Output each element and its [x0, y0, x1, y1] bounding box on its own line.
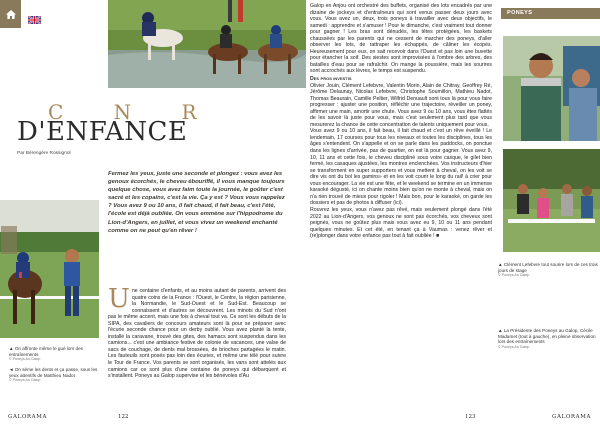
right-photo-1	[503, 36, 600, 141]
footer-brand-left: GALORAMA	[8, 414, 48, 420]
column-2-text-1: Galop en Anjou ont orchestré des buffets, organisé des lots encadrés par une dizaine de jockeys et d'entraîneurs qui sont venus passer deux jours avec vous. Vous avez un, deux, trois poneys à travailler avec deux objectifs, le samedi : apprendre et s'amuser ! Pour le dimanche, c'est vraiment tout donner pour gagner ! Les bras sont dénudés, les têtes protégées, les baskets chaussées par les parents qui ne cessent de marcher des poneys, d'aller observer les lots, de rattraper les échappés, de câliner les écopés. Heureusement pour eux, on sait recevoir dans l'Ouest et pas loin une buvette pour étancher la soif. Des siestes sont improvisées à l'ombre des arbres, des batailles d'eau pour se rafraîchir. On mange la poussière, mais les sourires sont accrochés aux lèvres, le temps est suspendu.	[310, 3, 492, 75]
caption-left-2-marker: ◄	[9, 367, 15, 372]
caption-right-2-credit: © Poneys Au Galop	[498, 344, 530, 349]
column-2-text-3: Vous avez 9 ou 10 ans, il fait beau, il fait chaud et c'est un rêve éveillé ! Le lendemain, 17 courses pour tous les niveaux et toutes les disciplines, tous les âges s'entendent. On s'appelle et on se parle dans les paddocks, on ponctue dans les lignes d'arrivée, pas de quartier, on est là pour gagner. Vous avez 9, 10, 11 ans et cette fois, le cheveu discipliné sous votre casque, le gilet bien fermé, les casaques ajustées, les montres enclenchées. Vos instructeurs d'hier se transforment en super supporters et vous mettent à cheval, on les voit se dire vis ont du bol les gamins» et en les voit courir le long du rail! à crier pour vous encourager. La vie est une fête, et le weekend se termine en un immense karaoké dégusté, ici on chante moins bien qu'on ne monte à cheval, mais on n'a rien trouvé de mieux pour rigoler ! Mais bon, pour le karaoké, on garde les dossiers et pas de photos à diffuser (ici).	[310, 128, 492, 207]
page-number-left: 122	[118, 414, 129, 420]
caption-right-1-marker: ▲	[498, 262, 504, 267]
caption-right-2-marker: ▲	[498, 328, 504, 333]
footer-brand-right: GALORAMA	[552, 414, 592, 420]
caption-left-2-text: On sème les dents et ça passe, sous les yeux attentifs de Matthieu Nadot	[9, 367, 98, 378]
prev-photo-button[interactable]	[1, 226, 17, 254]
column-1	[108, 284, 286, 380]
hero-photo-ford	[108, 0, 306, 88]
caption-left-2	[9, 367, 101, 384]
right-photo-2	[503, 149, 600, 252]
column-2-text-4: Rouvrez les yeux, vous n'avez pas rêvé, mais seulement plongé dans l'été 2022 au Lion-d'Angers, vos genoux ne sont pas écorchés, vos cheveux sont peignés, vous ne goûtez plus mais vous avez eu 9, 10 ou 11 ans pendant quelques minutes. Et cet été, en tenant ça à Vaumas : venez rêver et (re)plonger dans votre enfance pas tout à fait oubliée ! ■	[310, 206, 492, 240]
section-label: PONEYS	[507, 10, 533, 16]
home-icon	[6, 10, 16, 19]
caption-right-1	[498, 262, 598, 279]
section-heading: Des pros investis	[310, 76, 352, 83]
home-button[interactable]	[0, 0, 21, 28]
page-title: D'ENFANCE	[17, 117, 188, 147]
byline: Par Bérengère Rossignol	[17, 151, 71, 156]
caption-left-2-credit: © Poneys Au Galop	[9, 378, 41, 383]
title-line-1: C N R	[48, 100, 219, 124]
caption-right-2	[498, 328, 598, 350]
left-photo	[0, 200, 99, 338]
column-2-text-2: Olivier Jouin, Clément Lefebvre, Valentin Morin, Alain de Chitray, Geoffrey Ré, Jérôme Delaunay, Nicolas Lefebvre, Christophe Soumillon, Mathieu Nadot, Thomas Beaurain, Camille Peltier, Wilfrid Denuault sont tous là pour vous faire progresser : ajuster une position, réfléchir une trajectoire, réveiller un poney, affirmer une main, amortir une chute. Vous avez 9 ou 10 ans, vous êtes flattés de les savoir là juste pour vous, mais c'est seulement plus tard que vous mesurerez la chance de cette concentration de talents uniquement pour vous.	[310, 82, 492, 128]
uk-flag-icon[interactable]	[28, 11, 41, 19]
dropcap: U	[108, 284, 130, 314]
caption-right-2-text: La Présidente des Poneys au Galop, Cécile Madamet (tout à gauche), en pleine observation lors des entraînements	[498, 328, 596, 345]
page-number-right: 123	[465, 414, 476, 420]
column-2	[310, 3, 492, 240]
caption-right-1-text: Clément Lefebvre tout sourire lors de ces trois jours de stage	[498, 262, 598, 273]
section-tab-poneys[interactable]	[501, 8, 600, 19]
caption-right-1-credit: © Poneys Au Galop	[498, 273, 530, 278]
intro-paragraph: Fermez les yeux, juste une seconde et plongez : vous avez les genoux écorchés, le cheveu ébouriffé, il vous manque toujours quelque chose, vous avez faim toute la journée, le goûter c'est sacré et les copains, c'est la vie. Ça y est ? Vous vous rappelez ? Vous avez 9 ou 10 ans, il fait chaud, il fait beau, c'est l'été, l'école est déjà oubliée. On vous emmène sur l'hippodrome du Lion-d'Angers, en juillet, et vous vivez un weekend enchanté comme on ne peut qu'en rêver !	[108, 171, 285, 234]
caption-left-1-credit: © Poneys Au Galop	[9, 357, 41, 362]
caption-left-1-text: On affronte même le gué lors des entraînements	[9, 346, 83, 357]
caption-left-1-marker: ▲	[9, 346, 15, 351]
column-1-text: ne centaine d'enfants, et au moins autant de parents, arrivent des quatre coins de la France : l'Ouest, le Centre, la région parisienne, la Normandie, le Sud-Ouest et le Sud-Est. Beaucoup se connaissent et d'autres se découvrent. Les minots du Sud n'ont pas le même accent, mais une fois à cheval tout va. Ce sont les débuts de la SIPA, des cavaliers de concours amateurs sont là pour se préparer avec l'écurie seconde chance pour un derby oublié. Vous avez planté la tente, installé la caravane, trouvé des gites, des hamacs sont suspendus dans les camions... c'est une ambiance festive de colonie de vacances, une valse de sacs de couchage, de dents mal brossées, de brioches partagées le matin. Les fauteuils sont posés pas loin des écuries, et même une télé pour suivre le Tour de France. Vos parents se sont organisés, les vans sont attelés aux camions car ce sont plus d'une centaine de poneys qui débarquent et s'installent. Poneys au Galop supervise et les bénévoles d'Au	[108, 288, 286, 380]
caption-left-1	[9, 346, 101, 363]
